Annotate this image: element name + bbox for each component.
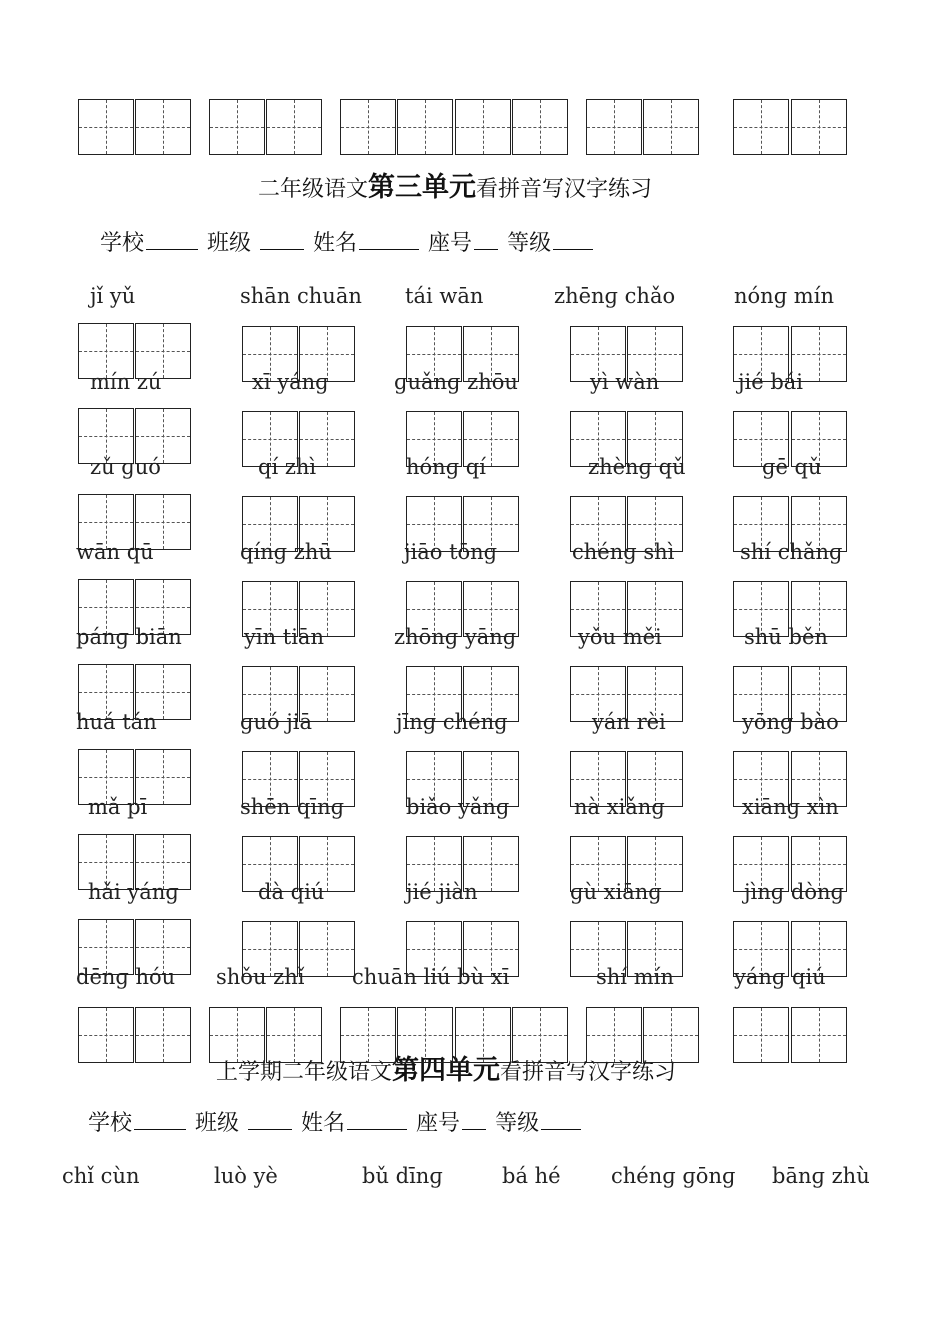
pinyin-label: yánɡ qiú [734,965,826,989]
pinyin-label: chǐ cùn [62,1164,140,1188]
school-blank[interactable] [146,231,198,250]
writing-box[interactable] [266,99,322,155]
pinyin-label: tái wān [405,284,484,308]
writing-box[interactable] [299,921,355,977]
worksheet-title [258,165,652,204]
writing-box[interactable] [733,1007,789,1063]
writing-box[interactable] [78,1007,134,1063]
pinyin-label: jié bái [738,370,804,394]
title-unit: 第四单元 [392,1055,501,1086]
pinyin-label: dà qiú [258,880,325,904]
writing-box[interactable] [340,1007,396,1063]
pinyin-label: shān chuān [240,284,362,308]
student-info-line [100,226,595,257]
pinyin-label: yǒu měi [578,625,662,649]
pinyin-label: bá hé [502,1164,561,1188]
title-prefix: 二年级语文 [258,177,369,202]
pinyin-label: ɡē qǔ [762,455,822,479]
school-label: 学校 [100,231,145,256]
writing-box[interactable] [209,99,265,155]
writing-box[interactable] [791,1007,847,1063]
pinyin-label: jìnɡ dònɡ [744,880,844,904]
writing-box[interactable] [455,99,511,155]
seat-label: 座号 [428,231,473,256]
pinyin-label: ɡuó jiā [240,710,313,734]
class-blank[interactable] [260,231,304,250]
pinyin-label: zhēnɡ chǎo [554,284,676,308]
pinyin-label: chuān liú bù xī [352,965,510,989]
pinyin-label: shēn qīnɡ [240,795,345,819]
seat-label: 座号 [416,1111,461,1136]
pinyin-label: bānɡ zhù [772,1164,870,1188]
pinyin-label: jiāo tōnɡ [404,540,498,564]
title-unit: 第三单元 [368,172,477,203]
writing-box[interactable] [397,99,453,155]
pinyin-label: shí chǎnɡ [740,540,843,564]
name-label: 姓名 [301,1111,346,1136]
pinyin-label: yán rèi [592,710,666,734]
writing-box[interactable] [512,99,568,155]
pinyin-label: chénɡ shì [572,540,675,564]
student-info-line-2 [88,1106,583,1137]
pinyin-label: shǒu zhǐ [216,965,305,989]
writing-box[interactable] [512,1007,568,1063]
pinyin-label: yīn tiān [244,625,324,649]
writing-box[interactable] [643,1007,699,1063]
pinyin-label: jǐ yǔ [90,284,136,308]
writing-box[interactable] [340,99,396,155]
pinyin-label: mín zú [90,370,162,394]
pinyin-label: qínɡ zhū [240,540,332,564]
school-label: 学校 [88,1111,133,1136]
grade-label: 等级 [495,1111,540,1136]
title-suffix: 看拼音写汉字练习 [476,177,653,202]
pinyin-label: wān qū [76,540,154,564]
title-prefix: 上学期二年级语文 [216,1060,393,1085]
pinyin-label: xī yánɡ [252,370,329,394]
pinyin-label: zhōnɡ yānɡ [394,625,517,649]
class-label: 班级 [195,1111,240,1136]
pinyin-label: nónɡ mín [734,284,834,308]
seat-blank[interactable] [474,231,498,250]
pinyin-label: zǔ ɡuó [90,455,161,479]
name-blank[interactable] [359,231,419,250]
writing-box[interactable] [266,1007,322,1063]
pinyin-label: shí mín [596,965,674,989]
pinyin-label: jīnɡ chénɡ [396,710,508,734]
pinyin-label: qí zhì [258,455,317,479]
title-suffix: 看拼音写汉字练习 [500,1060,677,1085]
pinyin-label: luò yè [214,1164,278,1188]
writing-box[interactable] [733,99,789,155]
pinyin-label: ɡù xiānɡ [570,880,662,904]
writing-box[interactable] [135,1007,191,1063]
writing-box[interactable] [455,1007,511,1063]
pinyin-label: mǎ pī [88,795,148,819]
grade-label: 等级 [507,231,552,256]
class-blank[interactable] [248,1111,292,1130]
pinyin-label: zhènɡ qǔ [588,455,686,479]
pinyin-label: yì wàn [590,370,660,394]
pinyin-label: yōnɡ bào [742,710,839,734]
pinyin-label: biǎo yǎnɡ [406,795,510,819]
pinyin-label: bǔ dīnɡ [362,1164,443,1188]
writing-box[interactable] [791,99,847,155]
pinyin-label: xiānɡ xìn [742,795,839,819]
grade-blank[interactable] [541,1111,581,1130]
pinyin-label: shū běn [744,625,828,649]
name-blank[interactable] [347,1111,407,1130]
pinyin-label: hónɡ qí [406,455,486,479]
pinyin-label: huá tán [76,710,157,734]
writing-box[interactable] [78,99,134,155]
writing-box[interactable] [643,99,699,155]
writing-box[interactable] [586,1007,642,1063]
writing-box[interactable] [586,99,642,155]
writing-box[interactable] [209,1007,265,1063]
pinyin-label: nà xiǎnɡ [574,795,665,819]
pinyin-label: chénɡ ɡōnɡ [611,1164,736,1188]
school-blank[interactable] [134,1111,186,1130]
seat-blank[interactable] [462,1111,486,1130]
pinyin-label: ɡuǎnɡ zhōu [394,370,518,394]
class-label: 班级 [207,231,252,256]
grade-blank[interactable] [553,231,593,250]
pinyin-label: pánɡ biān [76,625,182,649]
writing-box[interactable] [397,1007,453,1063]
pinyin-label: hǎi yánɡ [88,880,179,904]
pinyin-label: jié jiàn [406,880,478,904]
pinyin-label: dēnɡ hóu [76,965,176,989]
writing-box[interactable] [135,99,191,155]
name-label: 姓名 [313,231,358,256]
